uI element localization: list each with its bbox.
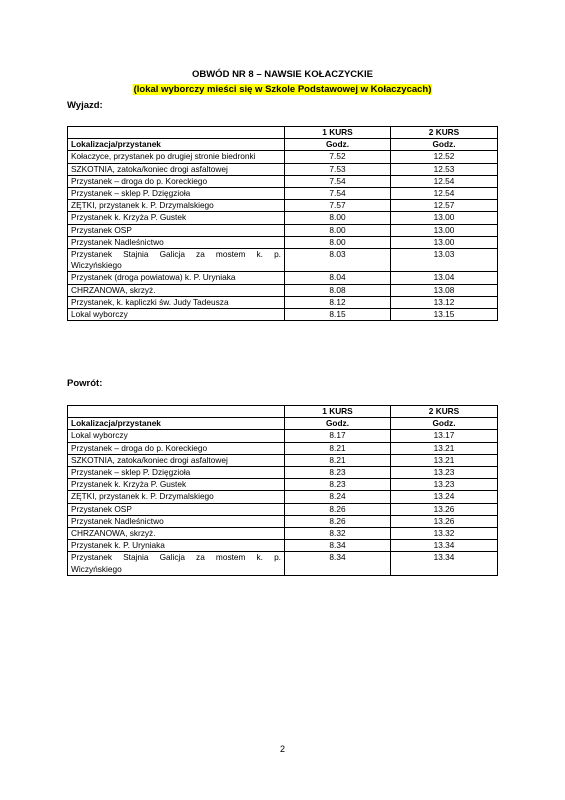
table-row (68, 442, 498, 454)
table-row (68, 515, 498, 527)
table-row (68, 212, 498, 224)
stop-name: Przystanek OSP (68, 224, 285, 236)
table-row (68, 467, 498, 479)
time-kurs-1: 8.21 (285, 442, 391, 454)
time-kurs-2: 13.04 (391, 272, 498, 284)
table-row (68, 284, 498, 296)
highlighted-subtitle-text: (lokal wyborczy mieści się w Szkole Podstawowej w Kołaczycach) (133, 84, 432, 95)
time-kurs-2: 12.54 (391, 175, 498, 187)
time-kurs-2: 13.08 (391, 284, 498, 296)
time-kurs-2: 13.26 (391, 515, 498, 527)
table-row (68, 249, 498, 272)
time-kurs-1: 8.00 (285, 224, 391, 236)
header-blank-cell (68, 406, 285, 418)
time-kurs-2: 13.23 (391, 479, 498, 491)
time-kurs-1: 8.23 (285, 467, 391, 479)
page-number: 2 (279, 744, 285, 754)
time-kurs-1: 7.53 (285, 163, 391, 175)
stop-name: Przystanek OSP (68, 503, 285, 515)
time-kurs-1: 7.57 (285, 200, 391, 212)
time-kurs-2: 12.54 (391, 188, 498, 200)
table-row (68, 224, 498, 236)
stop-name: ZĘTKI, przystanek k. P. Drzymalskiego (68, 200, 285, 212)
stop-name: ZĘTKI, przystanek k. P. Drzymalskiego (68, 491, 285, 503)
time-kurs-2: 13.00 (391, 212, 498, 224)
time-kurs-1: 8.23 (285, 479, 391, 491)
time-kurs-1: 8.08 (285, 284, 391, 296)
time-kurs-1: 8.00 (285, 212, 391, 224)
time-kurs-1: 7.52 (285, 151, 391, 163)
stop-name: Przystanek k. Krzyża P. Gustek (68, 479, 285, 491)
time-kurs-1: 8.26 (285, 515, 391, 527)
time-kurs-2: 13.34 (391, 540, 498, 552)
table-row (68, 163, 498, 175)
table-row (68, 430, 498, 442)
table-row (68, 236, 498, 248)
time-kurs-1: 8.00 (285, 236, 391, 248)
stop-name: Przystanek – droga do p. Koreckiego (68, 442, 285, 454)
column-header-kurs-2: 2 KURS (391, 127, 498, 139)
table-row (68, 296, 498, 308)
table-row (68, 552, 498, 575)
stop-name: Lokal wyborczy (68, 430, 285, 442)
table-row (68, 454, 498, 466)
table-row (68, 540, 498, 552)
table-row (68, 503, 498, 515)
column-header-kurs-1: 1 KURS (285, 127, 391, 139)
table-row (68, 151, 498, 163)
stop-name: Przystanek Stajnia Galicja za mostem k. p. Wiczyńskiego (68, 552, 285, 575)
stop-name: Przystanek Stajnia Galicja za mostem k. p. Wiczyńskiego (68, 249, 285, 272)
column-header-stop: Lokalizacja/przystanek (68, 418, 285, 430)
time-kurs-1: 8.21 (285, 454, 391, 466)
time-kurs-2: 13.21 (391, 442, 498, 454)
stop-name: Przystanek Nadleśnictwo (68, 515, 285, 527)
time-kurs-2: 13.00 (391, 224, 498, 236)
time-kurs-1: 7.54 (285, 175, 391, 187)
time-kurs-1: 8.26 (285, 503, 391, 515)
section-label-powrot: Powrót: (67, 378, 103, 389)
table-row (68, 528, 498, 540)
subheader-godz-2: Godz. (391, 418, 498, 430)
time-kurs-1: 8.24 (285, 491, 391, 503)
time-kurs-2: 13.23 (391, 467, 498, 479)
time-kurs-2: 13.12 (391, 296, 498, 308)
time-kurs-2: 12.57 (391, 200, 498, 212)
time-kurs-2: 13.00 (391, 236, 498, 248)
table-subheader-row (68, 139, 498, 151)
time-kurs-1: 7.54 (285, 188, 391, 200)
stop-name: Lokal wyborczy (68, 309, 285, 321)
table-row (68, 188, 498, 200)
stop-name: Przystanek, k. kapliczki św. Judy Tadeusza (68, 296, 285, 308)
stop-name: Przystanek k. P. Uryniaka (68, 540, 285, 552)
column-header-stop: Lokalizacja/przystanek (68, 139, 285, 151)
stop-name: Kołaczyce, przystanek po drugiej stronie biedronki (68, 151, 285, 163)
time-kurs-2: 12.52 (391, 151, 498, 163)
subheader-godz-1: Godz. (285, 418, 391, 430)
table-subheader-row (68, 418, 498, 430)
table-row (68, 272, 498, 284)
document-title: OBWÓD NR 8 – NAWSIE KOŁACZYCKIE (191, 69, 374, 80)
time-kurs-1: 8.34 (285, 552, 391, 575)
time-kurs-1: 8.12 (285, 296, 391, 308)
table-header-row (68, 127, 498, 139)
time-kurs-2: 12.53 (391, 163, 498, 175)
time-kurs-2: 13.32 (391, 528, 498, 540)
header-blank-cell (68, 127, 285, 139)
stop-name: Przystanek – sklep P. Dzięgzioła (68, 467, 285, 479)
time-kurs-1: 8.15 (285, 309, 391, 321)
stop-name: CHRZANOWA, skrzyż. (68, 284, 285, 296)
time-kurs-2: 13.15 (391, 309, 498, 321)
stop-name: SZKOTNIA, zatoka/koniec drogi asfaltowej (68, 163, 285, 175)
subheader-godz-1: Godz. (285, 139, 391, 151)
stop-name: Przystanek (droga powiatowa) k. P. Uryniaka (68, 272, 285, 284)
table-row (68, 479, 498, 491)
table-row (68, 309, 498, 321)
subheader-godz-2: Godz. (391, 139, 498, 151)
stop-name: Przystanek – sklep P. Dzięgzioła (68, 188, 285, 200)
time-kurs-2: 13.21 (391, 454, 498, 466)
stop-name: Przystanek Nadleśnictwo (68, 236, 285, 248)
time-kurs-1: 8.03 (285, 249, 391, 272)
time-kurs-2: 13.03 (391, 249, 498, 272)
column-header-kurs-2: 2 KURS (391, 406, 498, 418)
time-kurs-1: 8.17 (285, 430, 391, 442)
stop-name: SZKOTNIA, zatoka/koniec drogi asfaltowej (68, 454, 285, 466)
document-subtitle (0, 84, 565, 96)
time-kurs-2: 13.24 (391, 491, 498, 503)
table-row (68, 200, 498, 212)
section-label-wyjazd: Wyjazd: (67, 100, 103, 111)
time-kurs-2: 13.26 (391, 503, 498, 515)
time-kurs-1: 8.04 (285, 272, 391, 284)
time-kurs-1: 8.34 (285, 540, 391, 552)
table-wyjazd (67, 126, 498, 321)
table-powrot (67, 405, 498, 576)
time-kurs-2: 13.17 (391, 430, 498, 442)
table-row (68, 491, 498, 503)
stop-name: CHRZANOWA, skrzyż. (68, 528, 285, 540)
time-kurs-1: 8.32 (285, 528, 391, 540)
stop-name: Przystanek k. Krzyża P. Gustek (68, 212, 285, 224)
time-kurs-2: 13.34 (391, 552, 498, 575)
table-row (68, 175, 498, 187)
stop-name: Przystanek – droga do p. Koreckiego (68, 175, 285, 187)
table-header-row (68, 406, 498, 418)
column-header-kurs-1: 1 KURS (285, 406, 391, 418)
